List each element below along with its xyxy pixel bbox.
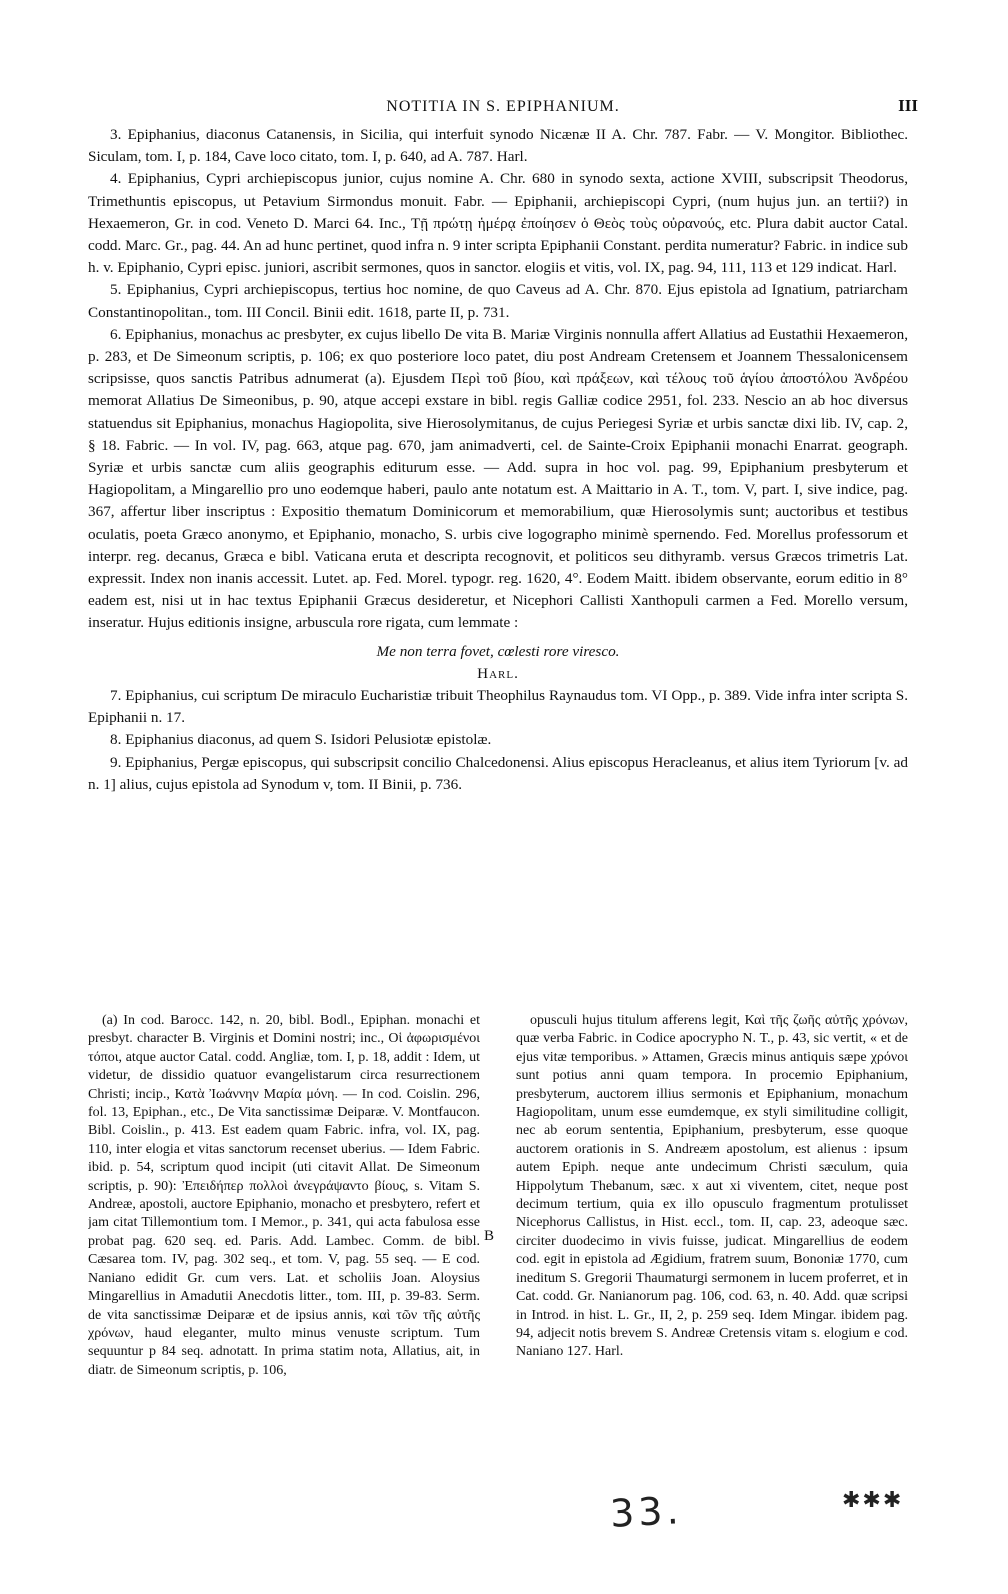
column-marker: B xyxy=(484,1228,495,1244)
page-number: III xyxy=(898,96,918,115)
verse-signature: Harl. xyxy=(477,664,519,682)
verse-line: Me non terra fovet, cœlesti rore viresco. xyxy=(376,642,620,660)
footnote-text: (a) In cod. Barocc. 142, n. 20, bibl. Bodl., Epiphan. monachi et presbyt. character B. Virginis et Domini nostri; inc., Οἱ ἀφωρισμένοι τόποι, atque auctor Catal. codd. Angliæ, tom. I, p. 18, addit : Idem, ut videtur, de dissidio quatuor evangelistarum circa resurrectionem Christi; incip., Κατὰ Ἰωάννην Μαρία μόνη. — In cod. Coislin. 296, fol. 13, Epiphan., etc., De Vita sanctissimæ Deiparæ. V. Montfaucon. Bibl. Coislin., p. 413. Est eadem quam Fabric. infra, vol. IX, pag. 110, inter elogia et vitas sanctorum recenset uberius. — Idem Fabric. ibid. p. 54, scriptum quod incipit (uti citavit Allat. De Simeonum scriptis, p. 90): Ἐπειδήπερ πολλοὶ ἀνεγράψαντο βίους, s. Vitam S. Andreæ, apostoli, auctore Epiphanio, monacho et presbytero, refert et jam citat Tillemontium tom. I Memor., p. 341, qui acta fabulosa esse probat pag. 620 seq. ed. Paris. Add. Lambec. Comm. de bibl. Cæsarea tom. IV, pag. 302 seq., et tom. V, pag. 55 seq. — E cod. Naniano edidit Gr. cum vers. Lat. et scholiis Joan. Aloysius Mingarellius in Amadutii Anecdotis litter., tom. III, p. 39-83. Serm. de vita sanctissimæ Deiparæ et de ipsius annis, καὶ τῶν τῆς αὐτῆς χρόνων, haud eleganter, multo minus venuste scriptum. Tum sequuntur p 84 seq. adnotatt. In prima statim nota, Allatius, ait, in diatr. de Simeonum scriptis, p. 106, xyxy=(88,1013,480,1378)
entry-paragraph: 5. Epiphanius, Cypri archiepiscopus, tertius hoc nomine, de quo Caveus ad A. Chr. 870. Ejus epistola ad Ignatium, patriarcham Constantinopolitan., tom. III Concil. Binii edit. 1618, parte II, p. 731. xyxy=(88,281,908,321)
footnote-column-left xyxy=(88,1012,480,1452)
main-text xyxy=(88,124,908,796)
footnote-column-right xyxy=(516,1012,908,1452)
entry-paragraph: 4. Epiphanius, Cypri archiepiscopus junior, cujus nomine A. Chr. 680 in synodo sexta, actione XVIII, subscripsit Theodorus, Trimethuntis episcopus, ut Petavium Sirmondus monuit. Fabr. — Epiphanii, archiepiscopi Cypri, (num hujus jun. an tertii?) in Hexaemeron, Gr. in cod. Veneto D. Marci 64. Inc., Τῇ πρώτῃ ἡμέρᾳ ἐποίησεν ὁ Θεὸς τοὺς οὐρανούς, etc. Plura dabit auctor Catal. codd. Marc. Gr., pag. 44. An ad hunc pertinet, quod infra n. 9 inter scripta Epiphanii Constant. perdita numeratur? Fabric. in indice sub h. v. Epiphanio, Cypri episc. juniori, ascribit sermones, quos in sanctor. elogiis et vitis, vol. IX, pag. 94, 111, 113 et 129 indicat. Harl. xyxy=(88,170,908,277)
entry-paragraph: 3. Epiphanius, diaconus Catanensis, in Sicilia, qui interfuit synodo Nicænæ II A. Chr. 787. Fabr. — V. Mongitor. Bibliothec. Siculam, tom. I, p. 184, Cave loco citato, tom. I, p. 640, ad A. 787. Harl. xyxy=(88,126,908,166)
running-title: NOTITIA IN S. EPIPHANIUM. xyxy=(386,98,620,115)
footnote-text: opusculi hujus titulum afferens legit, Καὶ τῆς ζωῆς αὐτῆς χρόνων, quæ verba Fabric. in Codice apocrypho N. T., p. 43, sic vertit, « et de ejus vitæ temporibus. » Attamen, Græcis minus antiquis sæpe χρόνοι sunt potius anni quam tempora. In procemio Epiphanium, presbyterum, auctorem illius sermonis et Epiphanium, monachum Hagiopolitam, unum esse eumdemque, ex styli similitudine colligit, nec ab eorum sententia, Epiphanium, presbyterum, esse quoque auctorem orationis in S. Andreæm apostolum, est alienus : ipsum autem Epiph. neque ante undecimum Christi sæculum, quia Hippolytum Thebanum, sæc. x aut xi viventem, citet, neque post decimum tertium, quia ex illo opusculo fragmentum protulisset Nicephorus Callistus, in Hist. eccl., tom. II, cap. 23, adeoque sæc. circiter duodecimo in vivis fuisse, judicat. Mingarellius de eodem cod. egit in epistola ad Ægidium, fratrem suum, Bononiæ 1770, cum ineditum S. Gregorii Thaumaturgi sermonem in lucem proferret, et in Cat. codd. Gr. Nanianorum pag. 106, cod. 63, n. 40. Add. quæ scripsi in Introd. in hist. L. Gr., II, 2, p. 259 seq. Idem Mingar. ibidem pag. 94, adjecit notis brevem S. Andreæ Cretensis vitam s. elogium e cod. Naniano 127. Harl. xyxy=(516,1013,908,1360)
ornament-mark: ✱✱✱ xyxy=(842,1488,904,1513)
entry-paragraph: 6. Epiphanius, monachus ac presbyter, ex cujus libello De vita B. Mariæ Virginis nonnulla affert Allatius ad Eustathii Hexaemeron, p. 283, et De Simeonum scriptis, p. 106; ex quo posteriore loco patet, diu post Andream Cretensem et Joannem Thessalonicensem scripsisse, quos sanctis Patribus adnumerat (a). Ejusdem Περὶ τοῦ βίου, καὶ πράξεων, καὶ τέλους τοῦ ἁγίου ἀποστόλου Ἀνδρέου memorat Allatius De Simeonibus, p. 90, atque accepi exstare in bibl. regis Galliæ codice 2951, fol. 233. Nescio an ab hoc diversus statuendus sit Epiphanius, monachus Hagiopolita, sive Hierosolymitanus, de cujus Periegesi Syriæ et urbis sanctæ dixi lib. IV, cap. 2, § 18. Fabric. — In vol. IV, pag. 663, atque pag. 670, jam animadverti, cel. de Sainte-Croix Epiphanii monachi Enarrat. geograph. Syriæ et urbis sanctæ cum aliis geographis editurum esse. — Add. supra in hoc vol. pag. 99, Epiphanium presbyterum et Hagiopolitam, a Mingarellio pro uno eodemque haberi, paulo ante notatum est. A Maittario in A. T., tom. V, part. I, sive indice, pag. 367, affertur liber inscriptus : Expositio thematum Dominicorum et memorabilium, quæ Hierosolymis sunt; auctoribus et testibus oculatis, poeta Græco anonymo, et Epiphanio, monacho, S. urbis cive logographo minimè spernendo. Fed. Morellus professorum et interpr. reg. decanus, Græca e bibl. Vaticana eruta et descripta recognovit, et politicos seu dithyramb. versus Græcos trimetris Lat. expressit. Index non inanis accessit. Lutet. ap. Fed. Morel. typogr. reg. 1620, 4°. Eodem Maitt. ibidem observante, eorum editio in 8° eadem est, nisi ut in hac textus Epiphanii Græcus desideretur, et Nicephori Callisti Xanthopuli carmen a Fed. Morello versum, inseratur. Hujus editionis insigne, arbuscula rore rigata, cum lemmate : xyxy=(88,325,908,632)
footnotes xyxy=(88,1012,908,1452)
page-header xyxy=(88,96,918,122)
entry-paragraph: 9. Epiphanius, Pergæ episcopus, qui subscripsit concilio Chalcedonensi. Alius episcopus Heracleanus, et alius item Tyriorum [v. ad n. 1] alius, cujus epistola ad Synodum v, tom. II Binii, p. 736. xyxy=(88,753,908,793)
entry-paragraph: 7. Epiphanius, cui scriptum De miraculo Eucharistiæ tribuit Theophilus Raynaudus tom. VI Opp., p. 389. Vide infra inter scripta S. Epiphanii n. 17. xyxy=(88,687,908,727)
handwritten-number: 33. xyxy=(608,1488,684,1536)
entry-paragraph: 8. Epiphanius diaconus, ad quem S. Isidori Pelusiotæ epistolæ. xyxy=(110,731,492,749)
